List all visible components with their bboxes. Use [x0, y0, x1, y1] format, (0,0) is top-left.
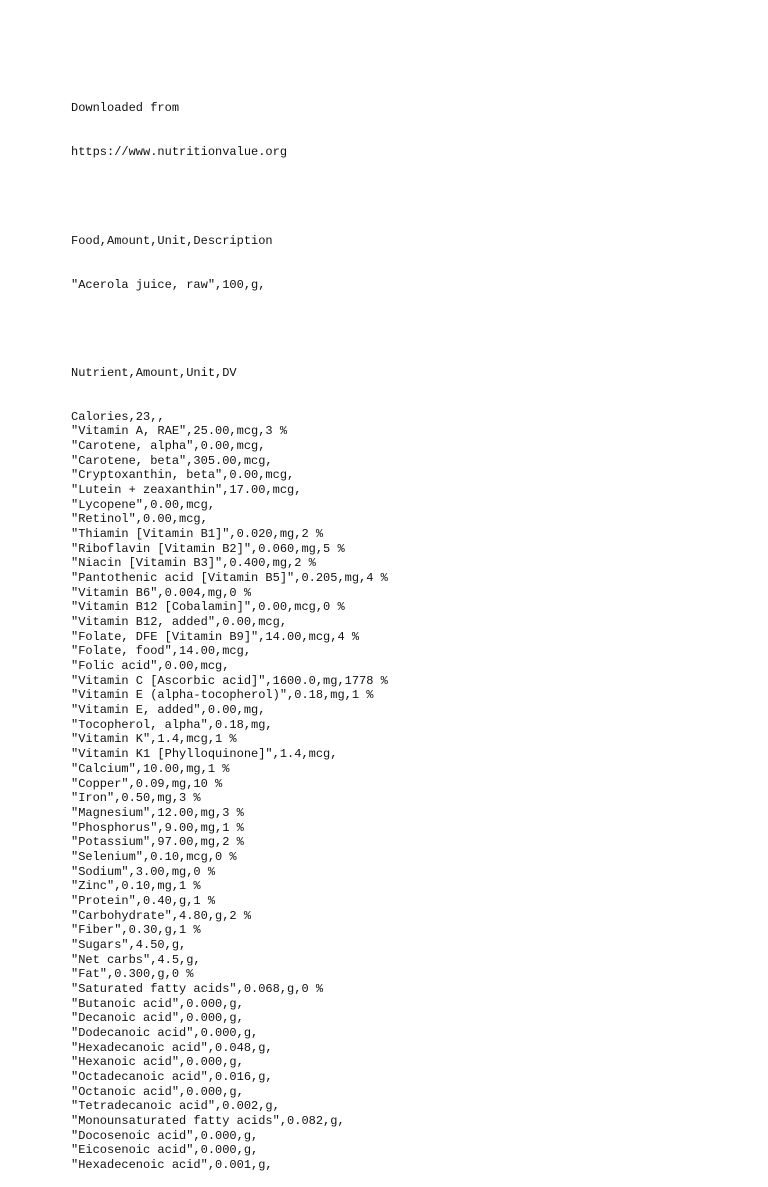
nutrient-rows: [71, 410, 751, 1173]
nutrient-row: Calories,23,,: [71, 409, 165, 424]
blank-line: [71, 189, 751, 204]
nutrient-row: "Magnesium",12.00,mg,3 %: [71, 805, 244, 820]
nutrient-row: "Carbohydrate",4.80,g,2 %: [71, 908, 252, 923]
nutrient-row: "Riboflavin [Vitamin B2]",0.060,mg,5 %: [71, 541, 345, 556]
nutrient-row: "Sugars",4.50,g,: [71, 937, 187, 952]
nutrient-row: "Tocopherol, alpha",0.18,mg,: [71, 717, 273, 732]
nutrient-row: "Hexanoic acid",0.000,g,: [71, 1055, 244, 1070]
nutrient-row: "Vitamin C [Ascorbic acid]",1600.0,mg,1778 %: [71, 673, 388, 688]
nutrient-row: "Decanoic acid",0.000,g,: [71, 1011, 244, 1026]
nutrient-row: "Niacin [Vitamin B3]",0.400,mg,2 %: [71, 556, 316, 571]
nutrient-header-row: Nutrient,Amount,Unit,DV: [71, 365, 237, 380]
nutrient-row: "Potassium",97.00,mg,2 %: [71, 835, 244, 850]
nutrient-row: "Calcium",10.00,mg,1 %: [71, 761, 230, 776]
csv-document: [71, 72, 751, 1187]
nutrient-row: "Vitamin K",1.4,mcg,1 %: [71, 732, 237, 747]
food-data-row: "Acerola juice, raw",100,g,: [71, 277, 266, 292]
nutrient-row: "Octanoic acid",0.000,g,: [71, 1084, 244, 1099]
nutrient-row: "Vitamin E, added",0.00,mg,: [71, 703, 266, 718]
nutrient-row: "Net carbs",4.5,g,: [71, 952, 201, 967]
nutrient-row: "Vitamin B12, added",0.00,mcg,: [71, 615, 288, 630]
nutrient-row: "Fiber",0.30,g,1 %: [71, 923, 201, 938]
nutrient-row: "Docosenoic acid",0.000,g,: [71, 1128, 259, 1143]
nutrient-row: "Vitamin B6",0.004,mg,0 %: [71, 585, 252, 600]
blank-line: [71, 322, 751, 337]
nutrient-row: "Vitamin A, RAE",25.00,mcg,3 %: [71, 424, 288, 439]
nutrient-row: "Protein",0.40,g,1 %: [71, 893, 216, 908]
nutrient-row: "Thiamin [Vitamin B1]",0.020,mg,2 %: [71, 527, 324, 542]
nutrient-row: "Iron",0.50,mg,3 %: [71, 791, 201, 806]
nutrient-row: "Retinol",0.00,mcg,: [71, 512, 208, 527]
nutrient-row: "Lycopene",0.00,mcg,: [71, 497, 216, 512]
nutrient-row: "Saturated fatty acids",0.068,g,0 %: [71, 981, 324, 996]
nutrient-row: "Hexadecanoic acid",0.048,g,: [71, 1040, 273, 1055]
nutrient-row: "Folate, food",14.00,mcg,: [71, 644, 252, 659]
food-header-row: Food,Amount,Unit,Description: [71, 233, 273, 248]
nutrient-row: "Lutein + zeaxanthin",17.00,mcg,: [71, 483, 302, 498]
nutrient-row: "Monounsaturated fatty acids",0.082,g,: [71, 1113, 345, 1128]
nutrient-row: "Cryptoxanthin, beta",0.00,mcg,: [71, 468, 295, 483]
nutrient-row: "Dodecanoic acid",0.000,g,: [71, 1025, 259, 1040]
nutrient-row: "Hexadecenoic acid",0.001,g,: [71, 1157, 273, 1172]
nutrient-row: "Carotene, beta",305.00,mcg,: [71, 453, 273, 468]
nutrient-row: "Zinc",0.10,mg,1 %: [71, 879, 201, 894]
nutrient-row: "Sodium",3.00,mg,0 %: [71, 864, 216, 879]
nutrient-row: "Eicosenoic acid",0.000,g,: [71, 1143, 259, 1158]
nutrient-row: "Vitamin B12 [Cobalamin]",0.00,mcg,0 %: [71, 600, 345, 615]
nutrient-row: "Selenium",0.10,mcg,0 %: [71, 849, 237, 864]
nutrient-row: "Vitamin K1 [Phylloquinone]",1.4,mcg,: [71, 747, 338, 762]
nutrient-row: "Folate, DFE [Vitamin B9]",14.00,mcg,4 %: [71, 629, 360, 644]
nutrient-row: "Carotene, alpha",0.00,mcg,: [71, 439, 266, 454]
nutrient-row: "Vitamin E (alpha-tocopherol)",0.18,mg,1 %: [71, 688, 374, 703]
nutrient-row: "Octadecanoic acid",0.016,g,: [71, 1069, 273, 1084]
nutrient-row: "Fat",0.300,g,0 %: [71, 967, 194, 982]
source-url: https://www.nutritionvalue.org: [71, 145, 288, 160]
nutrient-row: "Pantothenic acid [Vitamin B5]",0.205,mg,4 %: [71, 571, 388, 586]
source-label: Downloaded from: [71, 101, 180, 116]
nutrient-row: "Copper",0.09,mg,10 %: [71, 776, 223, 791]
nutrient-row: "Phosphorus",9.00,mg,1 %: [71, 820, 244, 835]
nutrient-row: "Tetradecanoic acid",0.002,g,: [71, 1099, 280, 1114]
nutrient-row: "Folic acid",0.00,mcg,: [71, 659, 230, 674]
nutrient-row: "Butanoic acid",0.000,g,: [71, 996, 244, 1011]
